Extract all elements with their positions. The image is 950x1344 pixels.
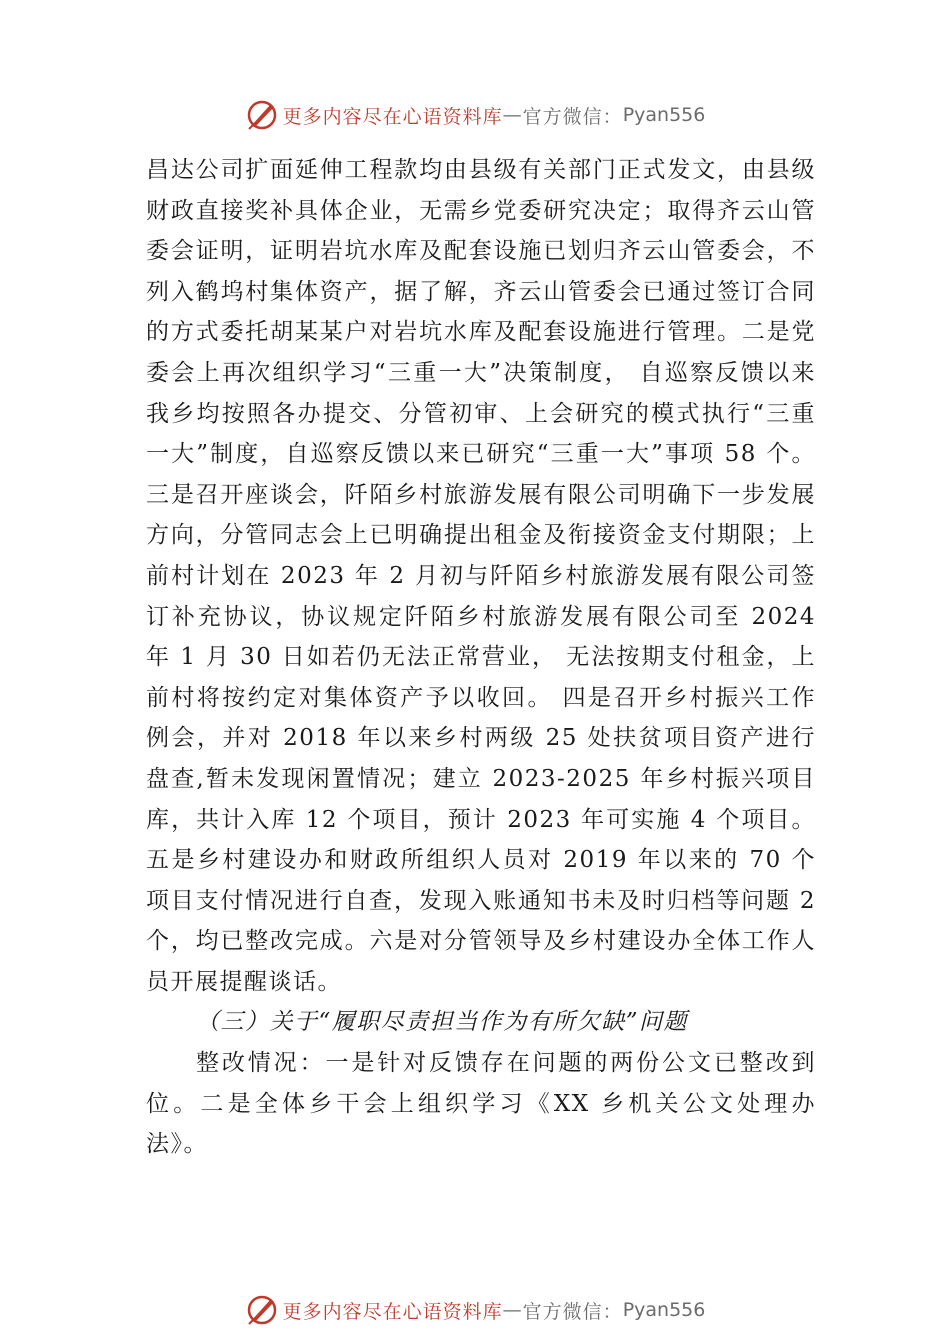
quill-logo-icon	[245, 1293, 279, 1327]
header-watermark	[0, 95, 950, 135]
watermark-red-text: 更多内容尽在心语资料库	[282, 1300, 503, 1323]
watermark-wechat-id: Pyan556	[622, 1299, 706, 1321]
watermark-dash: —	[502, 104, 523, 126]
watermark-grey-text: 官方微信：	[522, 105, 623, 128]
watermark-grey-text: 官方微信：	[522, 1300, 623, 1323]
watermark-wechat-id: Pyan556	[622, 104, 706, 126]
body-paragraph-1: 昌达公司扩面延伸工程款均由县级有关部门正式发文，由县级财政直接奖补具体企业，无需乡党委研究决定；取得齐云山管委会证明，证明岩坑水库及配套设施已划归齐云山管委会，不列入鹤坞村集体资产，据了解，齐云山管委会已通过签订合同的方式委托胡某某户对岩坑水库及配套设施进行管理。二是党委会上再次组织学习“三重一大”决策制度， 自巡察反馈以来我乡均按照各办提交、分管初审、上会研究的模式执行“三重一大”制度，自巡察反馈以来已研究“三重一大”事项 58 个。三是召开座谈会，阡陌乡村旅游发展有限公司明确下一步发展方向，分管同志会上已明确提出租金及衔接资金支付期限；上前村计划在 2023 年 2 月初与阡陌乡村旅游发展有限公司签订补充协议，协议规定阡陌乡村旅游发展有限公司至 2024 年 1 月 30 日如若仍无法正常营业， 无法按期支付租金，上前村将按约定对集体资产予以收回。 四是召开乡村振兴工作例会，并对 2018 年以来乡村两级 25 处扶贫项目资产进行盘查,暂未发现闲置情况；建立 2023-2025 年乡村振兴项目库，共计入库 12 个项目，预计 2023 年可实施 4 个项目。五是乡村建设办和财政所组织人员对 2019 年以来的 70 个项目支付情况进行自查，发现入账通知书未及时归档等问题 2 个，均已整改完成。六是对分管领导及乡村建设办全体工作人员开展提醒谈话。	[146, 157, 816, 995]
footer-watermark	[0, 1290, 950, 1330]
watermark-dash: —	[502, 1299, 523, 1321]
document-body	[146, 150, 816, 1165]
body-paragraph-2: 整改情况：一是针对反馈存在问题的两份公文已整改到位。二是全体乡干会上组织学习《XX 乡机关公文处理办法》。	[146, 1050, 816, 1158]
quill-logo-icon	[245, 98, 279, 132]
watermark-red-text: 更多内容尽在心语资料库	[282, 105, 503, 128]
section-heading-3: （三）关于“履职尽责担当作为有所欠缺”问题	[196, 1009, 689, 1036]
